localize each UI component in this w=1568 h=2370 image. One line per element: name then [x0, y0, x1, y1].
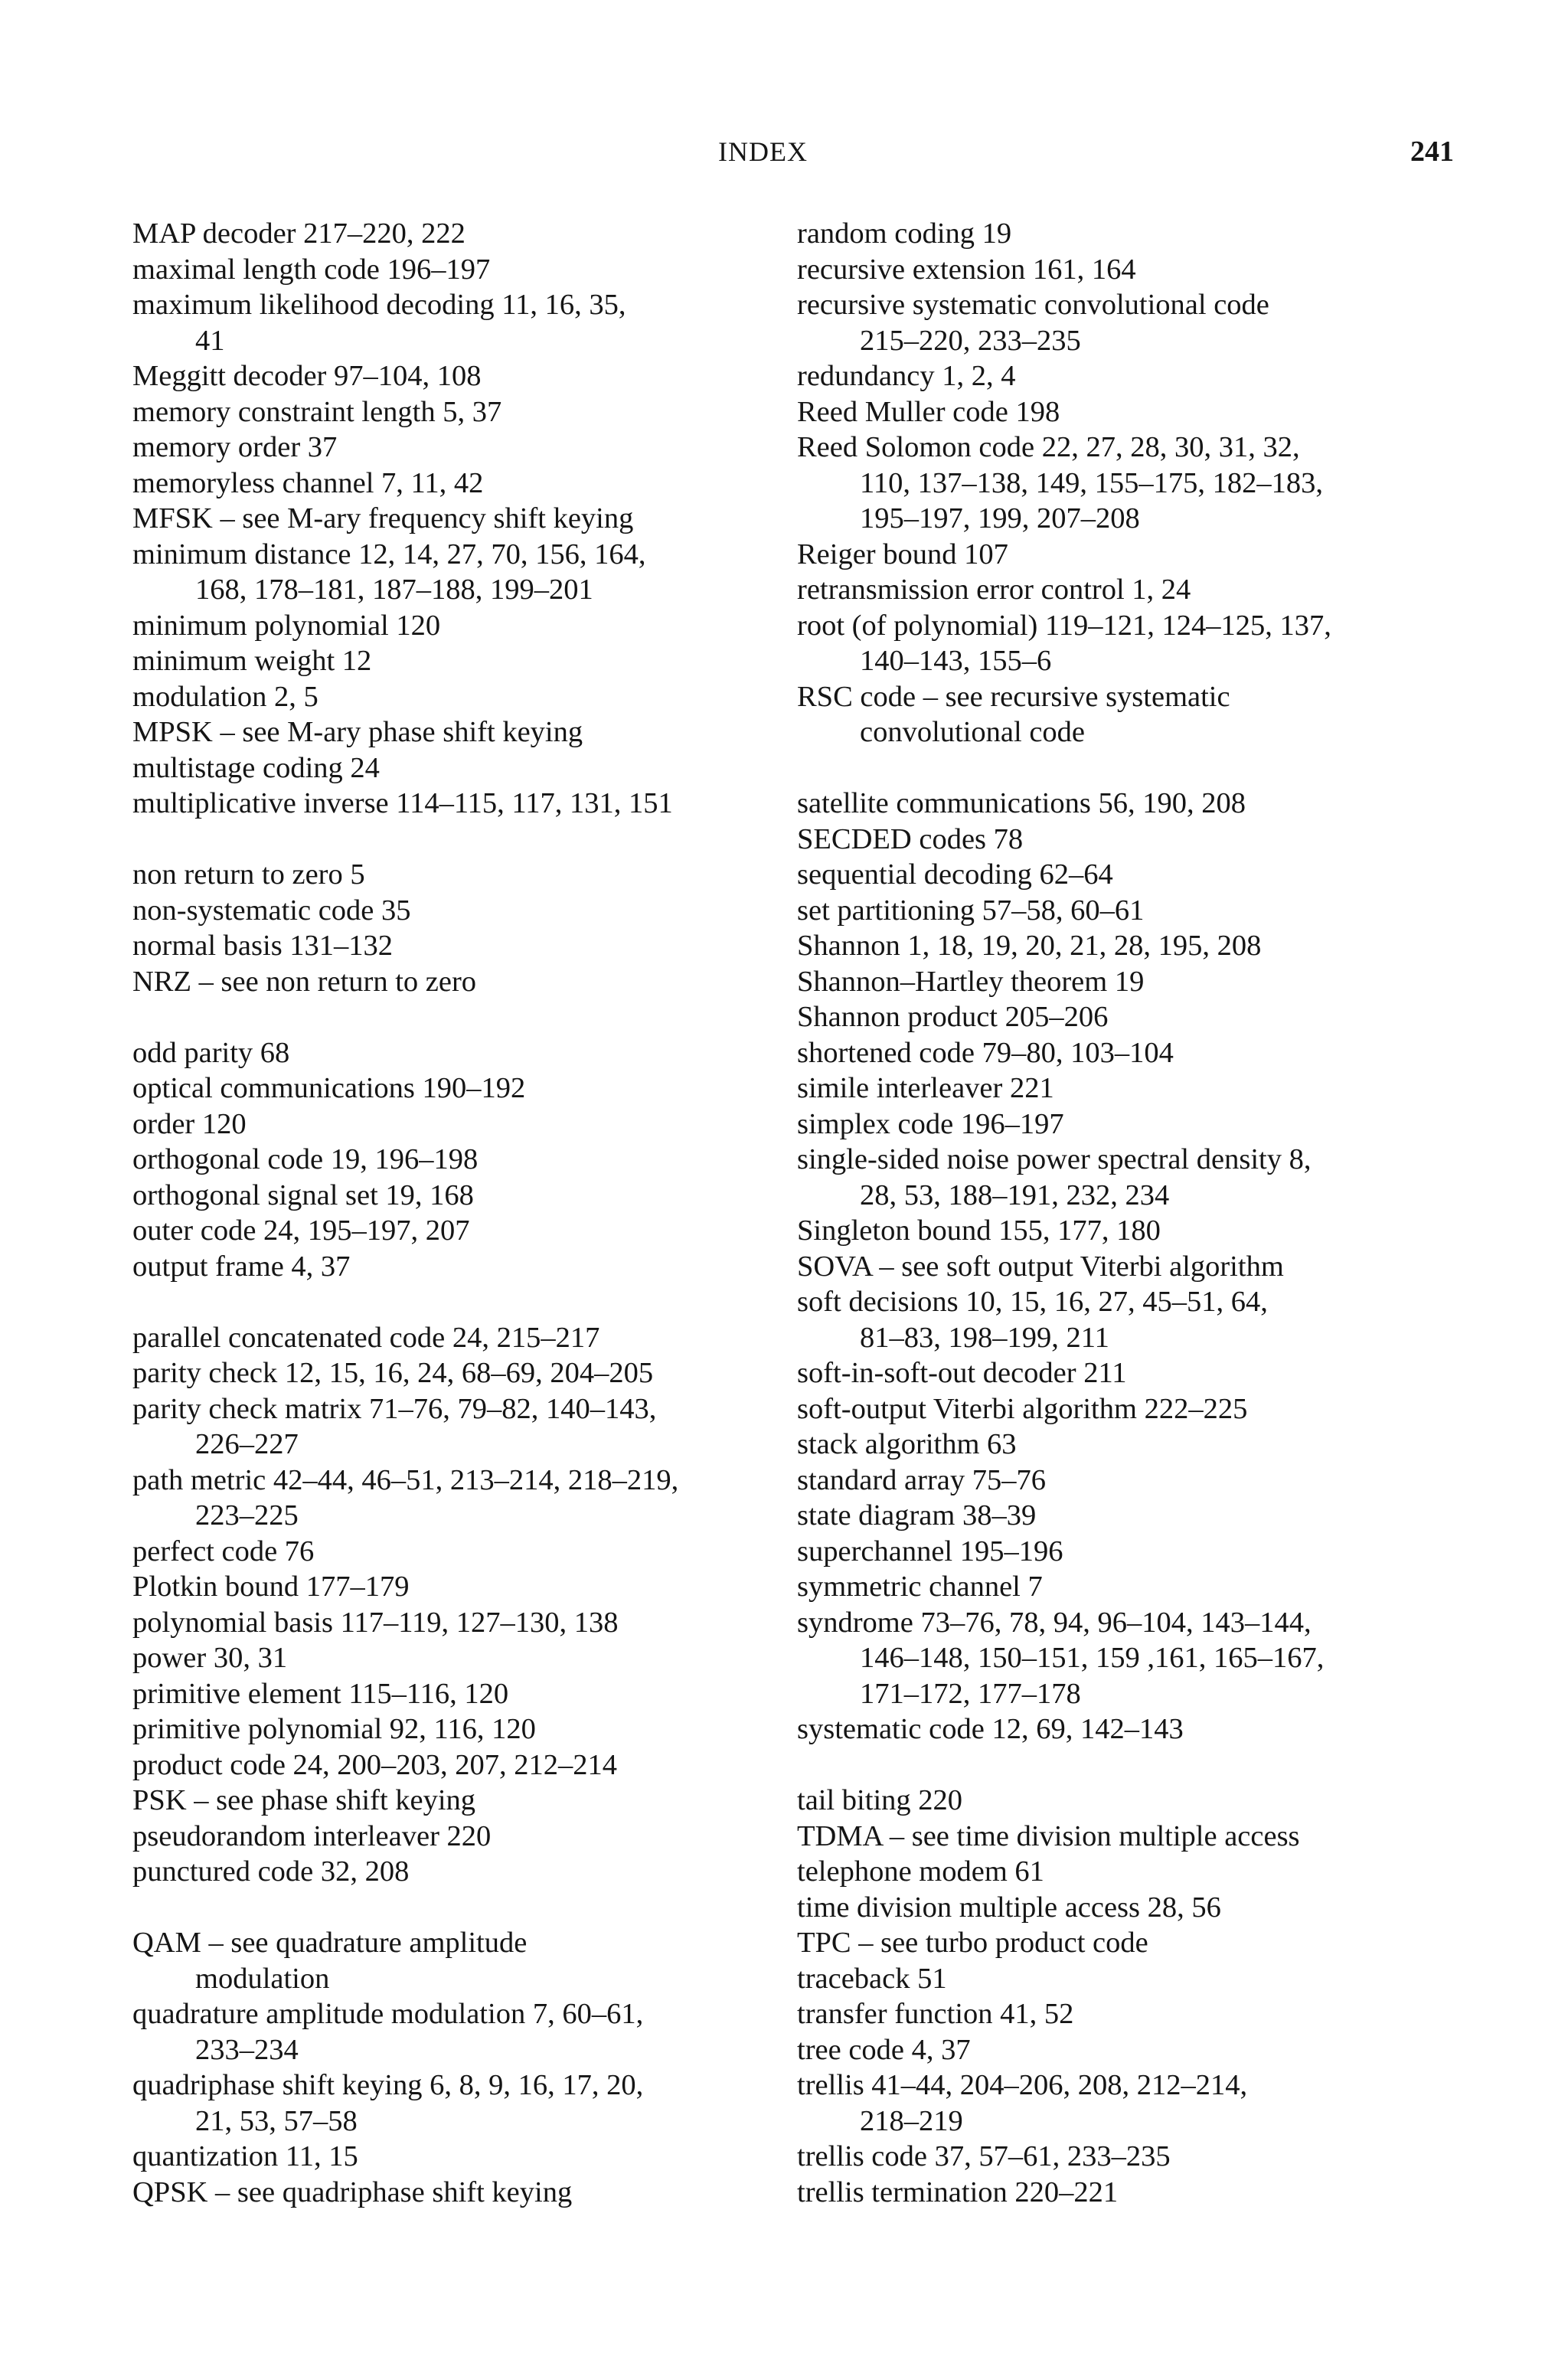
index-entry-line: TPC – see turbo product code [797, 1927, 1148, 1959]
index-entry [797, 2032, 1471, 2068]
index-entry-continuation: 146–148, 150–151, 159 ,161, 165–167, [860, 1642, 1325, 1674]
index-entry-line: multistage coding 24 [132, 751, 380, 784]
index-entry-line: recursive systematic convolutional code [797, 289, 1269, 321]
index-entry [797, 1569, 1471, 1605]
index-entry [132, 1569, 776, 1605]
index-entry [132, 2068, 776, 2139]
index-entry [797, 287, 1471, 358]
running-head [0, 136, 1568, 182]
index-entry-continuation: 81–83, 198–199, 211 [860, 1321, 1109, 1354]
index-entry-line: optical communications 190–192 [132, 1072, 526, 1104]
index-entry-continuation: modulation [195, 1962, 330, 1995]
index-entry-line: simile interleaver 221 [797, 1072, 1054, 1104]
index-entry-line: Reiger bound 107 [797, 538, 1008, 570]
letter-group [132, 216, 776, 822]
index-entry [132, 608, 776, 644]
index-entry-line: RSC code – see recursive systematic [797, 680, 1230, 713]
index-entry-line: sequential decoding 62–64 [797, 858, 1113, 891]
index-entry [132, 1925, 776, 1996]
index-entry-line: symmetric channel 7 [797, 1571, 1043, 1603]
letter-group [132, 1925, 776, 2210]
index-entry-line: normal basis 131–132 [132, 930, 394, 962]
index-entry [132, 2139, 776, 2175]
index-entry-line: SOVA – see soft output Viterbi algorithm [797, 1250, 1284, 1283]
index-entry-line: recursive extension 161, 164 [797, 253, 1136, 286]
index-entry-line: Plotkin bound 177–179 [132, 1571, 410, 1603]
index-entry-continuation: 28, 53, 188–191, 232, 234 [860, 1178, 1170, 1211]
index-entry [797, 608, 1471, 679]
index-entry-line: Shannon product 205–206 [797, 1001, 1109, 1033]
index-entry-line: soft-in-soft-out decoder 211 [797, 1357, 1127, 1389]
index-entry-line: non-systematic code 35 [132, 894, 411, 927]
index-entry [132, 358, 776, 394]
index-entry-line: Meggitt decoder 97–104, 108 [132, 360, 482, 392]
index-entry-line: traceback 51 [797, 1962, 947, 1995]
index-entry [132, 1178, 776, 1214]
index-entry [797, 1213, 1471, 1249]
index-entry [132, 1320, 776, 1356]
index-entry [132, 928, 776, 964]
index-entry [132, 1676, 776, 1712]
index-entry [797, 1925, 1471, 1961]
index-entry-line: memory constraint length 5, 37 [132, 395, 502, 428]
letter-group [797, 786, 1471, 1747]
letter-group [132, 1035, 776, 1285]
index-entry [797, 2068, 1471, 2139]
index-entry-line: modulation 2, 5 [132, 680, 318, 713]
index-entry-line: trellis 41–44, 204–206, 208, 212–214, [797, 2069, 1248, 2101]
index-entry [132, 287, 776, 358]
index-entry-continuation: 41 [195, 324, 225, 357]
index-entry [797, 1035, 1471, 1071]
index-entry-line: memoryless channel 7, 11, 42 [132, 466, 484, 499]
index-entry [797, 679, 1471, 750]
index-entry [797, 572, 1471, 608]
index-entry [797, 1534, 1471, 1570]
index-entry [797, 928, 1471, 964]
letter-group [132, 1320, 776, 1890]
index-entry-line: odd parity 68 [132, 1036, 290, 1069]
index-entry [797, 1890, 1471, 1926]
index-entry-line: MFSK – see M-ary frequency shift keying [132, 502, 634, 534]
index-entry [132, 1142, 776, 1178]
index-entry [132, 466, 776, 502]
index-entry [132, 1783, 776, 1819]
index-entry [132, 537, 776, 608]
index-entry [797, 252, 1471, 288]
index-entry-line: Singleton bound 155, 177, 180 [797, 1214, 1161, 1247]
letter-group-gap [132, 1284, 776, 1320]
index-entry-line: syndrome 73–76, 78, 94, 96–104, 143–144, [797, 1606, 1312, 1639]
index-entry [797, 1961, 1471, 1997]
index-entry-line: primitive polynomial 92, 116, 120 [132, 1713, 536, 1745]
index-entry-continuation: 168, 178–181, 187–188, 199–201 [195, 574, 593, 606]
index-entry-continuation: 233–234 [195, 2033, 299, 2066]
index-entry-continuation: 171–172, 177–178 [860, 1677, 1081, 1710]
index-entry-line: set partitioning 57–58, 60–61 [797, 894, 1145, 927]
index-entry-line: path metric 42–44, 46–51, 213–214, 218–219, [132, 1463, 679, 1496]
index-entry [797, 1783, 1471, 1819]
index-entry [797, 1107, 1471, 1143]
index-entry [132, 216, 776, 252]
index-entry [132, 1463, 776, 1534]
index-entry-line: minimum distance 12, 14, 27, 70, 156, 164, [132, 538, 646, 570]
index-entry-continuation: 223–225 [195, 1499, 299, 1532]
index-entry-line: shortened code 79–80, 103–104 [797, 1036, 1174, 1069]
index-entry [797, 1284, 1471, 1355]
letter-group-gap [132, 999, 776, 1035]
index-entry-line: trellis termination 220–221 [797, 2175, 1119, 2208]
index-entry-line: single-sided noise power spectral density 8, [797, 1143, 1312, 1175]
index-entry [797, 1463, 1471, 1499]
index-entry-line: NRZ – see non return to zero [132, 965, 477, 998]
index-entry [132, 1711, 776, 1747]
letter-group-gap [132, 1890, 776, 1926]
index-entry-line: order 120 [132, 1107, 247, 1140]
index-entry-continuation: 226–227 [195, 1428, 299, 1460]
index-entry [132, 1854, 776, 1890]
index-entry-line: PSK – see phase shift keying [132, 1784, 476, 1816]
index-entry [132, 643, 776, 679]
index-entry-line: Shannon 1, 18, 19, 20, 21, 28, 195, 208 [797, 930, 1262, 962]
index-entry [797, 893, 1471, 929]
index-entry-line: MAP decoder 217–220, 222 [132, 217, 466, 250]
index-entry [797, 1605, 1471, 1712]
letter-group-gap [797, 1747, 1471, 1783]
index-entry-line: parallel concatenated code 24, 215–217 [132, 1321, 600, 1354]
index-entry-continuation: 195–197, 199, 207–208 [860, 502, 1140, 534]
index-entry [797, 999, 1471, 1035]
index-entry [132, 1640, 776, 1676]
index-entry [132, 1071, 776, 1107]
index-entry-line: satellite communications 56, 190, 208 [797, 787, 1246, 819]
index-entry-continuation: convolutional code [860, 716, 1086, 748]
index-entry [132, 1534, 776, 1570]
index-entry [132, 1819, 776, 1855]
index-entry-line: primitive element 115–116, 120 [132, 1677, 509, 1710]
index-entry-line: parity check 12, 15, 16, 24, 68–69, 204–205 [132, 1357, 654, 1389]
index-entry-line: redundancy 1, 2, 4 [797, 360, 1016, 392]
index-entry [132, 1996, 776, 2068]
index-entry-line: outer code 24, 195–197, 207 [132, 1214, 470, 1247]
index-entry-line: quantization 11, 15 [132, 2140, 358, 2172]
index-entry-line: orthogonal code 19, 196–198 [132, 1143, 479, 1175]
index-entry-line: systematic code 12, 69, 142–143 [797, 1713, 1184, 1745]
index-entry-line: power 30, 31 [132, 1642, 288, 1674]
index-entry-line: quadriphase shift keying 6, 8, 9, 16, 17, 20, [132, 2069, 644, 2101]
letter-group-gap [132, 822, 776, 858]
index-entry [132, 1213, 776, 1249]
index-entry-line: minimum weight 12 [132, 645, 372, 677]
index-entry [797, 822, 1471, 858]
index-entry-line: standard array 75–76 [797, 1463, 1046, 1496]
index-entry [132, 679, 776, 715]
index-entry-line: maximal length code 196–197 [132, 253, 491, 286]
index-entry [132, 750, 776, 786]
index-entry-line: trellis code 37, 57–61, 233–235 [797, 2140, 1171, 2172]
index-entry-line: TDMA – see time division multiple access [797, 1819, 1300, 1852]
index-entry [797, 537, 1471, 573]
letter-group [797, 1783, 1471, 2210]
index-entry [797, 786, 1471, 822]
index-entry [132, 1391, 776, 1463]
letter-group-gap [797, 750, 1471, 786]
index-entry-line: polynomial basis 117–119, 127–130, 138 [132, 1606, 619, 1639]
index-entry-line: maximum likelihood decoding 11, 16, 35, [132, 289, 626, 321]
index-entry [797, 1391, 1471, 1427]
index-entry-line: Reed Solomon code 22, 27, 28, 30, 31, 32, [797, 431, 1300, 463]
index-entry-line: QPSK – see quadriphase shift keying [132, 2175, 573, 2208]
index-entry [132, 252, 776, 288]
index-entry-line: telephone modem 61 [797, 1855, 1044, 1888]
index-entry-line: MPSK – see M-ary phase shift keying [132, 716, 583, 748]
index-entry-continuation: 110, 137–138, 149, 155–175, 182–183, [860, 466, 1323, 499]
index-entry [797, 216, 1471, 252]
index-entry [797, 1142, 1471, 1213]
index-entry [797, 2139, 1471, 2175]
index-entry-line: transfer function 41, 52 [797, 1998, 1074, 2030]
index-entry [797, 1711, 1471, 1747]
index-column-left [132, 216, 776, 2210]
index-entry-line: memory order 37 [132, 431, 338, 463]
index-entry-line: simplex code 196–197 [797, 1107, 1064, 1140]
index-entry [132, 1355, 776, 1391]
index-entry-line: quadrature amplitude modulation 7, 60–61, [132, 1998, 644, 2030]
index-entry-continuation: 21, 53, 57–58 [195, 2104, 358, 2137]
index-entry [132, 857, 776, 893]
index-entry [797, 1996, 1471, 2032]
index-entry-continuation: 215–220, 233–235 [860, 324, 1081, 357]
index-entry [797, 1355, 1471, 1391]
index-entry-line: tree code 4, 37 [797, 2033, 971, 2066]
index-entry [797, 358, 1471, 394]
index-entry [797, 1071, 1471, 1107]
index-entry [797, 1498, 1471, 1534]
index-entry-line: output frame 4, 37 [132, 1250, 351, 1283]
page-number: 241 [1410, 136, 1454, 168]
index-entry-line: QAM – see quadrature amplitude [132, 1927, 528, 1959]
index-entry [132, 1605, 776, 1641]
index-entry [132, 2175, 776, 2211]
index-entry [132, 786, 776, 822]
index-entry-line: soft decisions 10, 15, 16, 27, 45–51, 64, [797, 1286, 1268, 1318]
index-entry [132, 1107, 776, 1143]
index-entry-line: punctured code 32, 208 [132, 1855, 410, 1888]
index-entry [132, 1035, 776, 1071]
index-entry [797, 2175, 1471, 2211]
index-entry [132, 430, 776, 466]
index-entry-line: root (of polynomial) 119–121, 124–125, 137, [797, 609, 1331, 642]
index-entry-line: perfect code 76 [132, 1535, 315, 1567]
index-entry-line: orthogonal signal set 19, 168 [132, 1178, 474, 1211]
index-entry-line: random coding 19 [797, 217, 1012, 250]
index-entry-line: non return to zero 5 [132, 858, 365, 891]
index-entry-line: minimum polynomial 120 [132, 609, 441, 642]
index-entry [797, 1819, 1471, 1855]
index-entry-line: Shannon–Hartley theorem 19 [797, 965, 1145, 998]
index-entry-line: multiplicative inverse 114–115, 117, 131, 151 [132, 787, 673, 819]
index-entry-line: tail biting 220 [797, 1784, 963, 1816]
index-entry [132, 964, 776, 1000]
index-entry-continuation: 140–143, 155–6 [860, 645, 1052, 677]
index-entry [797, 1249, 1471, 1285]
index-entry-line: superchannel 195–196 [797, 1535, 1063, 1567]
index-entry [132, 394, 776, 430]
index-entry-line: SECDED codes 78 [797, 822, 1024, 855]
index-entry-line: soft-output Viterbi algorithm 222–225 [797, 1392, 1248, 1425]
index-entry [797, 430, 1471, 537]
index-entry-line: retransmission error control 1, 24 [797, 574, 1191, 606]
index-entry [797, 394, 1471, 430]
index-entry-line: product code 24, 200–203, 207, 212–214 [132, 1748, 618, 1781]
index-entry-continuation: 218–219 [860, 2104, 963, 2137]
index-entry [132, 501, 776, 537]
index-entry [132, 893, 776, 929]
index-entry [132, 1249, 776, 1285]
running-head-title: INDEX [718, 136, 808, 167]
letter-group [797, 216, 1471, 750]
index-entry [132, 1747, 776, 1783]
index-entry [797, 1854, 1471, 1890]
index-entry-line: time division multiple access 28, 56 [797, 1891, 1221, 1924]
index-entry-line: state diagram 38–39 [797, 1499, 1037, 1532]
index-entry [132, 714, 776, 750]
index-entry [797, 964, 1471, 1000]
letter-group [132, 857, 776, 999]
index-entry-line: pseudorandom interleaver 220 [132, 1819, 492, 1852]
index-entry-line: stack algorithm 63 [797, 1428, 1017, 1460]
index-entry-line: parity check matrix 71–76, 79–82, 140–143, [132, 1392, 657, 1425]
index-entry-line: Reed Muller code 198 [797, 395, 1060, 428]
index-entry [797, 857, 1471, 893]
index-entry [797, 1427, 1471, 1463]
index-column-right [797, 216, 1471, 2210]
